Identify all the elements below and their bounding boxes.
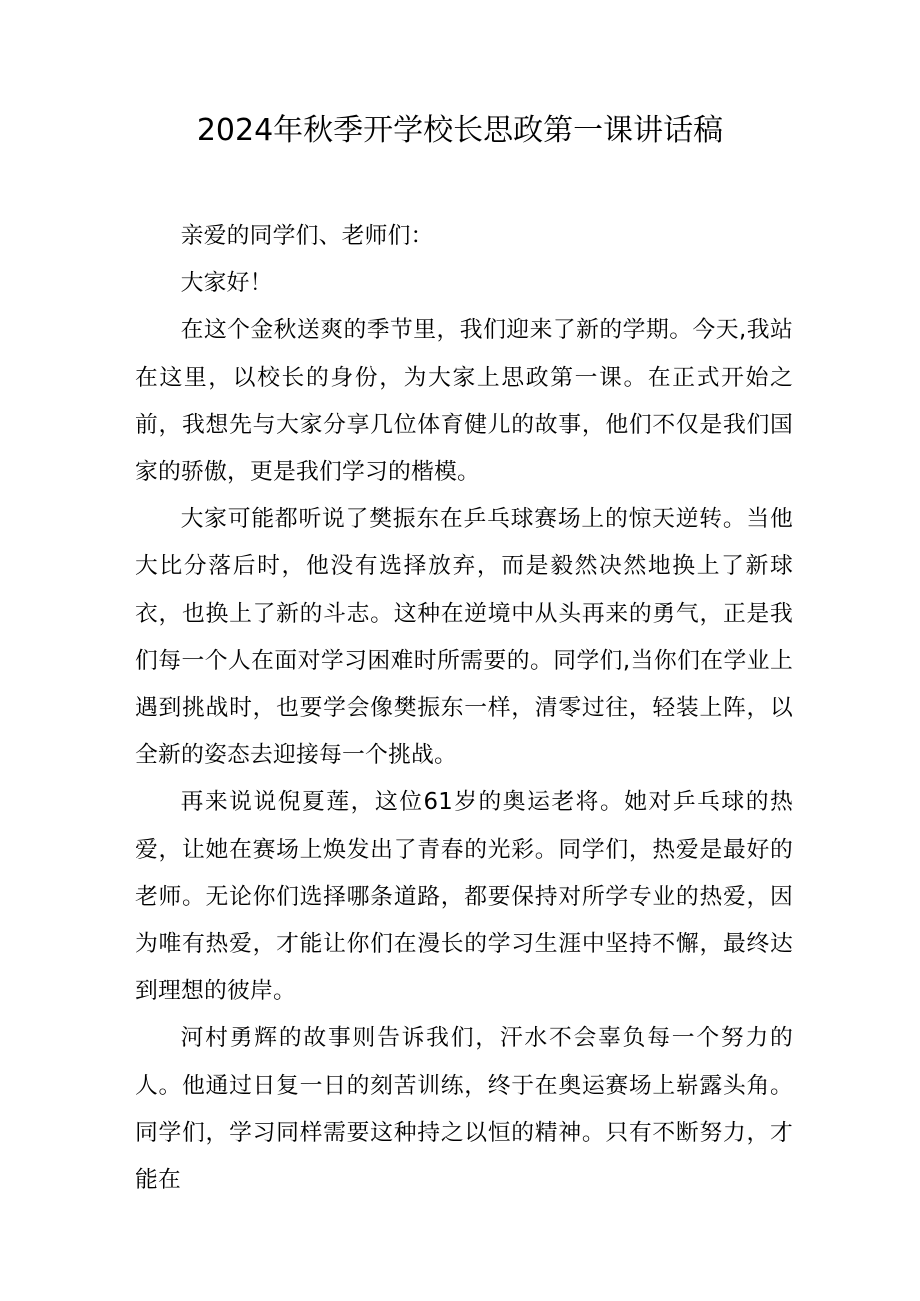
document-title: 2024年秋季开学校长思政第一课讲话稿 [196, 113, 724, 148]
paragraph-kawamura-yuki: 河村勇辉的故事则告诉我们，汗水不会辜负每一个努力的人。他通过日复一日的刻苦训练，终于在奥运赛场上崭露头角。同学们，学习同样需要这种持之以恒的精神。只有不断努力，才能在 [135, 1025, 793, 1194]
paragraph-ni-xialian: 再来说说倪夏莲，这位61岁的奥运老将。她对乒乓球的热爱，让她在赛场上焕发出了青春的光彩。同学们，热爱是最好的老师。无论你们选择哪条道路，都要保持对所学专业的热爱，因为唯有热爱，才能让你们在漫长的学习生涯中坚持不懈，最终达到理想的彼岸。 [135, 789, 793, 1005]
paragraph-fan-zhendong: 大家可能都听说了樊振东在乒乓球赛场上的惊天逆转。当他大比分落后时，他没有选择放弃，而是毅然决然地换上了新球衣，也换上了新的斗志。这种在逆境中从头再来的勇气，正是我们每一个人在面对学习困难时所需要的。同学们,当你们在学业上遇到挑战时，也要学会像樊振东一样，清零过往，轻装上阵，以全新的姿态去迎接每一个挑战。 [135, 506, 793, 769]
greeting: 大家好！ [180, 270, 273, 297]
document-body [135, 213, 793, 1204]
paragraph-intro: 在这个金秋送爽的季节里，我们迎来了新的学期。今天,我站在这里，以校长的身份，为大家上思政第一课。在正式开始之前，我想先与大家分享几位体育健儿的故事，他们不仅是我们国家的骄傲，更是我们学习的楷模。 [135, 317, 793, 486]
salutation: 亲爱的同学们、老师们： [180, 223, 434, 249]
